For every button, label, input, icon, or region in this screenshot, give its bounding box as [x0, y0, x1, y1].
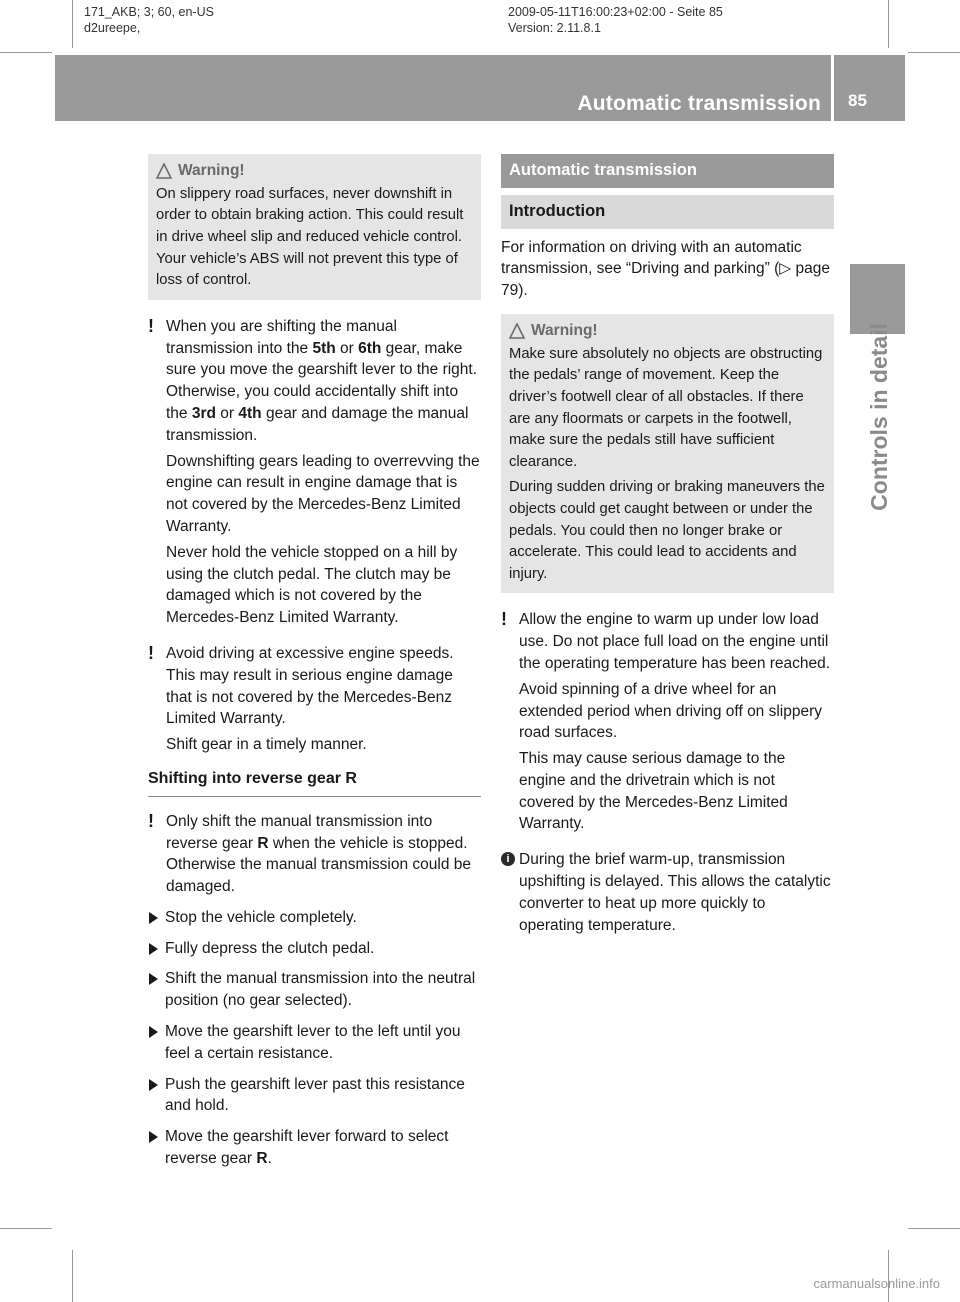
step-arrow-icon [149, 1079, 158, 1091]
warning-box [501, 314, 834, 593]
meta-line: 2009-05-11T16:00:23+02:00 - Seite 85 [508, 5, 723, 19]
crop-mark [908, 52, 960, 53]
info-note [501, 849, 834, 936]
step-item: Push the gearshift lever past this resistance and hold. [148, 1074, 481, 1118]
step-arrow-icon [149, 1131, 158, 1143]
info-icon: i [501, 852, 515, 866]
step-list [148, 907, 481, 1170]
step-arrow-icon [149, 912, 158, 924]
caution-icon: ! [501, 609, 507, 630]
left-column [148, 154, 481, 1170]
meta-line: Version: 2.11.8.1 [508, 21, 601, 35]
page-number: 85 [848, 91, 867, 110]
note-text: Allow the engine to warm up under low load use. Do not place full load on the engine until the operating temperature has been reached. [519, 611, 831, 672]
crop-mark [72, 1250, 73, 1302]
step-arrow-icon [149, 943, 158, 955]
step-item: Stop the vehicle completely. [148, 907, 481, 929]
warning-icon [509, 323, 525, 339]
caution-note [148, 316, 481, 629]
note-text: Only shift the manual transmission into reverse gear R when the vehicle is stopped. Otherwise the manual transmission could be damaged. [166, 812, 471, 896]
header-bar [55, 55, 905, 121]
intro-text: For information on driving with an automatic transmission, see “Driving and parking” (▷ page 79). [501, 238, 830, 300]
caution-icon: ! [148, 315, 154, 336]
note-text: Downshifting gears leading to overrevving the engine can result in engine damage that is not covered by the Mercedes-Benz Limited Warranty. [166, 452, 480, 535]
step-arrow-icon [149, 1026, 158, 1038]
warning-text: During sudden driving or braking maneuvers the objects could get caught between or under the pedals. You could then no longer brake or accelerate. This could lead to accidents and injury. [509, 479, 825, 582]
subsection-title: Introduction [501, 195, 834, 229]
info-text: During the brief warm-up, transmission upshifting is delayed. This allows the catalytic converter to heat up more quickly to operating temperature. [519, 851, 831, 934]
section-title: Automatic transmission [501, 154, 834, 188]
caution-icon: ! [148, 810, 154, 831]
warning-text: Make sure absolutely no objects are obstructing the pedals’ range of movement. Keep the driver’s footwell clear of all obstacles. If there are any floormats or carpets in the footwell, make sure the pedals still have sufficient clearance. [509, 345, 823, 470]
warning-header [156, 160, 473, 182]
crop-mark [888, 0, 889, 48]
caution-note [148, 643, 481, 756]
warning-icon [156, 163, 172, 179]
header-separator [831, 55, 834, 121]
section-heading: Shifting into reverse gear R [148, 768, 481, 797]
caution-note [501, 609, 834, 835]
warning-label: Warning! [531, 321, 598, 339]
note-text: This may cause serious damage to the engine and the drivetrain which is not covered by the Mercedes-Benz Limited Warranty. [519, 750, 788, 833]
step-item: Shift the manual transmission into the neutral position (no gear selected). [148, 968, 481, 1012]
print-meta-left [84, 4, 214, 36]
warning-box [148, 154, 481, 300]
note-text: Shift gear in a timely manner. [166, 736, 367, 754]
header-title: Automatic transmission [577, 92, 821, 115]
print-meta-right [508, 4, 723, 36]
caution-note [148, 811, 481, 898]
step-item: Move the gearshift lever to the left until you feel a certain resistance. [148, 1021, 481, 1065]
chapter-label: Controls in detail [866, 323, 892, 511]
crop-mark [72, 0, 73, 48]
crop-mark [0, 1228, 52, 1229]
step-arrow-icon [149, 973, 158, 985]
note-text: Never hold the vehicle stopped on a hill by using the clutch pedal. The clutch may be damaged which is not covered by the Mercedes-Benz Limited Warranty. [166, 543, 458, 627]
meta-line: 171_AKB; 3; 60, en-US [84, 5, 214, 19]
warning-header [509, 320, 826, 342]
watermark: carmanualsonline.info [813, 1276, 940, 1291]
right-column [501, 154, 834, 936]
crop-mark [0, 52, 52, 53]
crop-mark [908, 1228, 960, 1229]
step-item: Fully depress the clutch pedal. [148, 938, 481, 960]
meta-line: d2ureepe, [84, 21, 141, 35]
caution-icon: ! [148, 642, 154, 663]
step-item: Move the gearshift lever forward to select reverse gear R. [148, 1126, 481, 1170]
note-text: When you are shifting the manual transmission into the 5th or 6th gear, make sure you move the gearshift lever to the right. Otherwise, you could accidentally shift into the 3rd or 4th gear and damage the manual transmission. [166, 317, 478, 444]
warning-label: Warning! [178, 162, 245, 179]
warning-text: On slippery road surfaces, never downshift in order to obtain braking action. This could result in drive wheel slip and reduced vehicle control. Your vehicle’s ABS will not prevent this type of loss of control. [156, 185, 464, 289]
note-text: Avoid driving at excessive engine speeds. This may result in serious engine damage that is not covered by the Mercedes-Benz Limited Warranty. [166, 644, 454, 728]
note-text: Avoid spinning of a drive wheel for an extended period when driving off on slippery road surfaces. [519, 680, 823, 742]
